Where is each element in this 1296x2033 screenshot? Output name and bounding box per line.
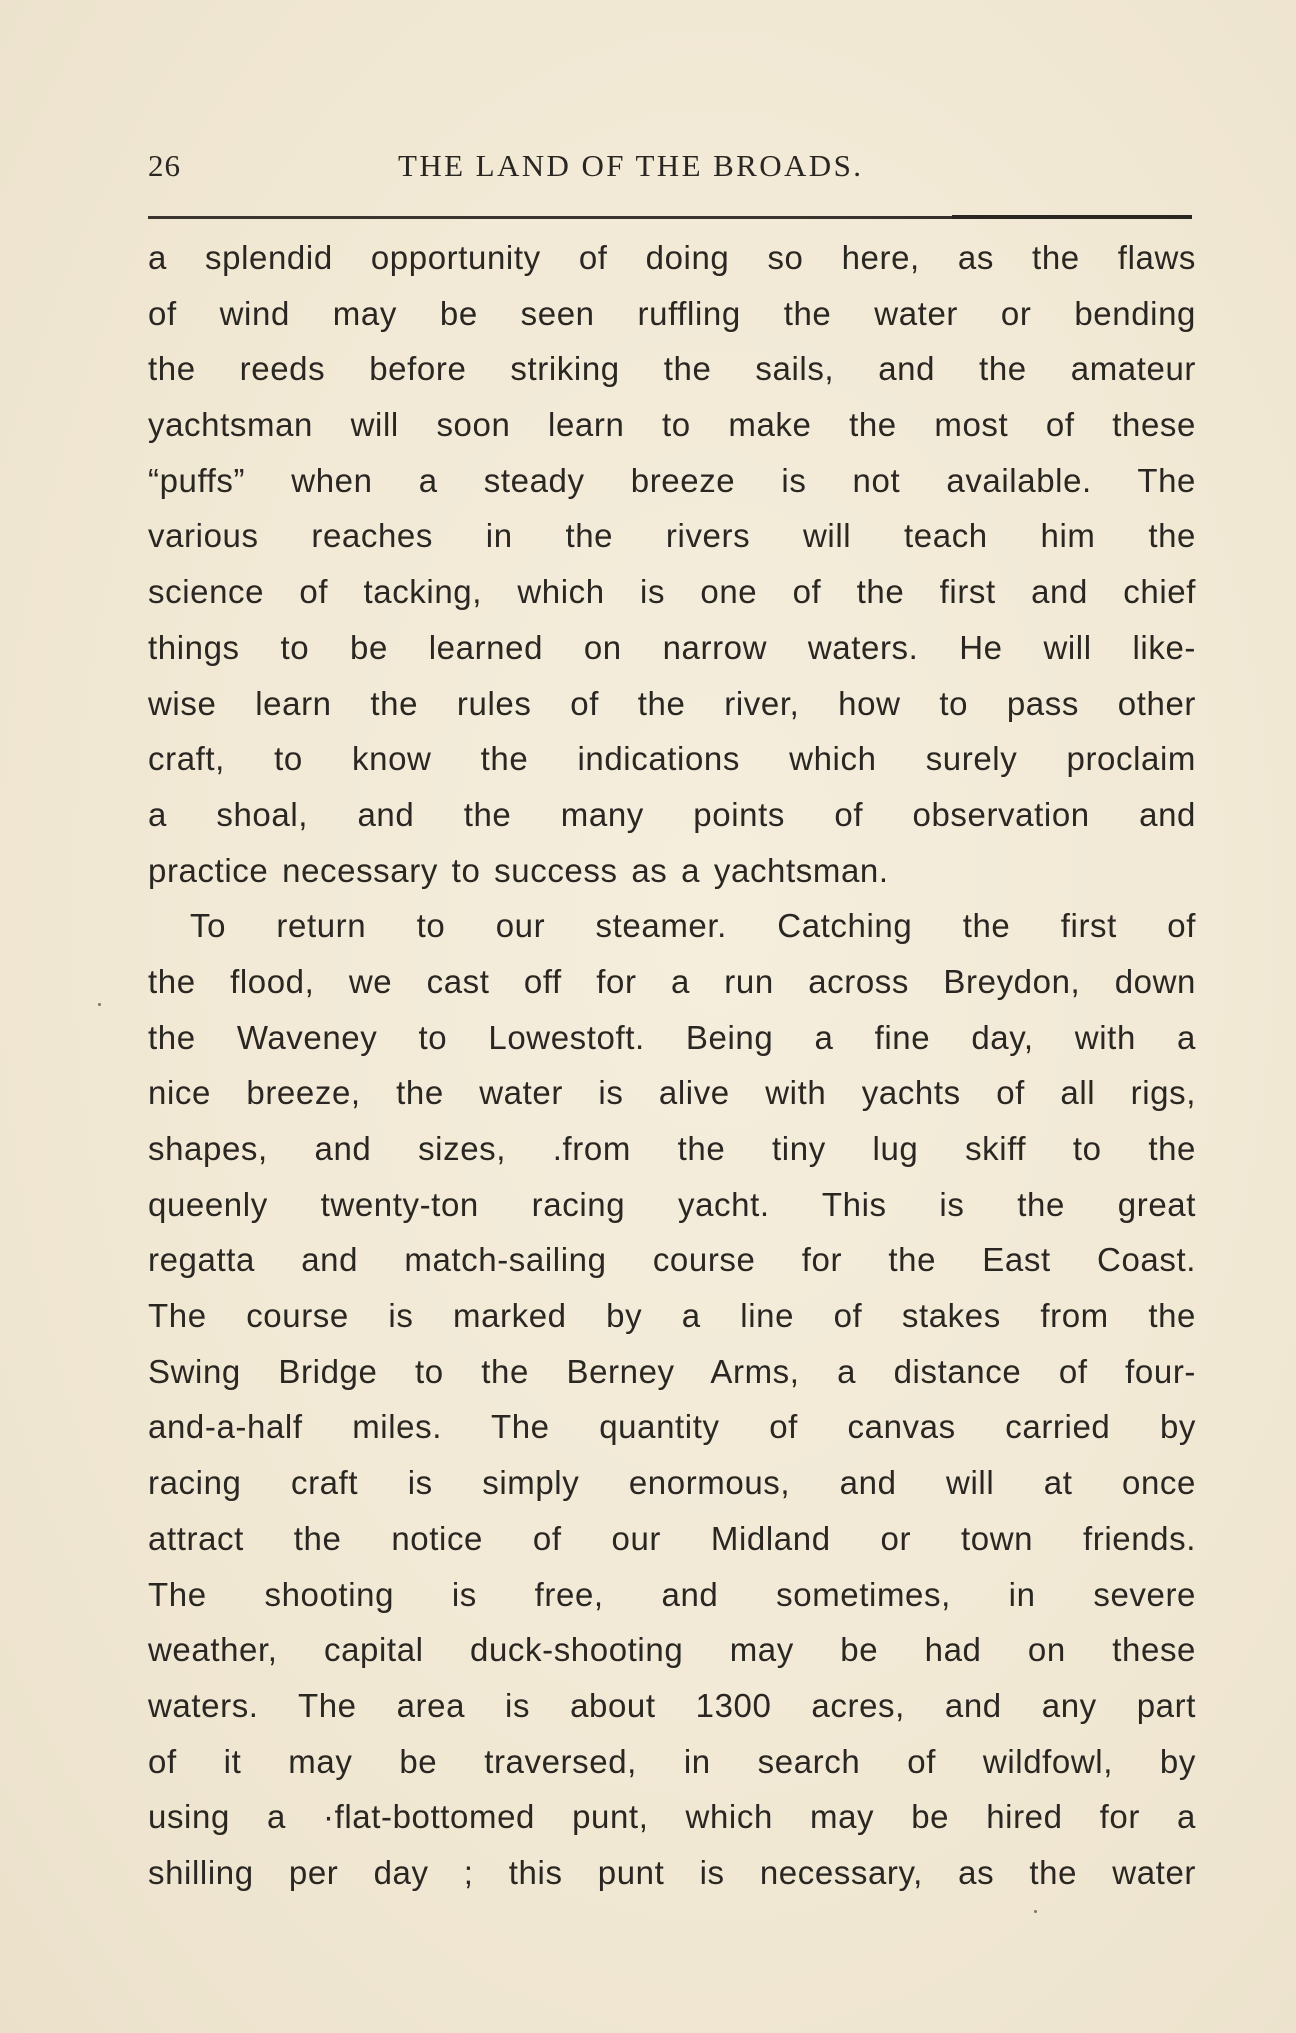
text-line: attract the notice of our Midland or town friends. bbox=[148, 1519, 1196, 1557]
running-header bbox=[148, 148, 1196, 192]
text-line: using a ·flat-bottomed punt, which may be hired for a bbox=[148, 1798, 1196, 1836]
text-line: weather, capital duck-shooting may be had on these bbox=[148, 1631, 1196, 1669]
text-line: wise learn the rules of the river, how to pass other bbox=[148, 684, 1196, 722]
paper-speck bbox=[1034, 1910, 1037, 1913]
text-line: To return to our steamer. Catching the first of bbox=[190, 907, 1196, 945]
text-line: nice breeze, the water is alive with yachts of all rigs, bbox=[148, 1074, 1196, 1112]
text-line: and-a-half miles. The quantity of canvas carried by bbox=[148, 1408, 1196, 1446]
text-line: science of tacking, which is one of the first and chief bbox=[148, 573, 1196, 611]
running-title: THE LAND OF THE BROADS. bbox=[398, 148, 864, 183]
text-line: a splendid opportunity of doing so here, as the flaws bbox=[148, 239, 1196, 276]
text-line: yachtsman will soon learn to make the most of these bbox=[148, 406, 1196, 444]
text-line: queenly twenty-ton racing yacht. This is the great bbox=[148, 1185, 1196, 1223]
text-line: of wind may be seen ruffling the water or bending bbox=[148, 294, 1196, 332]
text-line: shapes, and sizes, .from the tiny lug skiff to the bbox=[148, 1130, 1196, 1167]
page-number: 26 bbox=[148, 148, 181, 183]
text-line: The shooting is free, and sometimes, in severe bbox=[148, 1575, 1196, 1613]
text-line: racing craft is simply enormous, and will at once bbox=[148, 1464, 1196, 1502]
text-line: the Waveney to Lowestoft. Being a fine day, with a bbox=[148, 1018, 1196, 1056]
text-line: shilling per day ; this punt is necessary, as the water bbox=[148, 1853, 1196, 1891]
text-line: things to be learned on narrow waters. He will like- bbox=[148, 628, 1196, 666]
text-line: waters. The area is about 1300 acres, and any part bbox=[148, 1686, 1196, 1724]
text-line: various reaches in the rivers will teach him the bbox=[148, 517, 1196, 555]
text-line: regatta and match-sailing course for the East Coast. bbox=[148, 1241, 1196, 1279]
text-line: of it may be traversed, in search of wildfowl, by bbox=[148, 1742, 1196, 1780]
text-line: the reeds before striking the sails, and the amateur bbox=[148, 350, 1196, 388]
text-line: the flood, we cast off for a run across Breydon, down bbox=[148, 962, 1196, 1000]
text-line: The course is marked by a line of stakes from the bbox=[148, 1297, 1196, 1335]
text-line: “puffs” when a steady breeze is not available. The bbox=[148, 461, 1196, 499]
paper-speck bbox=[98, 1003, 101, 1006]
text-line: craft, to know the indications which surely proclaim bbox=[148, 740, 1196, 778]
text-line: a shoal, and the many points of observation and bbox=[148, 795, 1196, 833]
header-rule bbox=[148, 216, 1192, 219]
text-line: practice necessary to success as a yachtsman. bbox=[148, 851, 889, 889]
body-text bbox=[148, 230, 1196, 1901]
text-line: Swing Bridge to the Berney Arms, a distance of four- bbox=[148, 1352, 1196, 1390]
